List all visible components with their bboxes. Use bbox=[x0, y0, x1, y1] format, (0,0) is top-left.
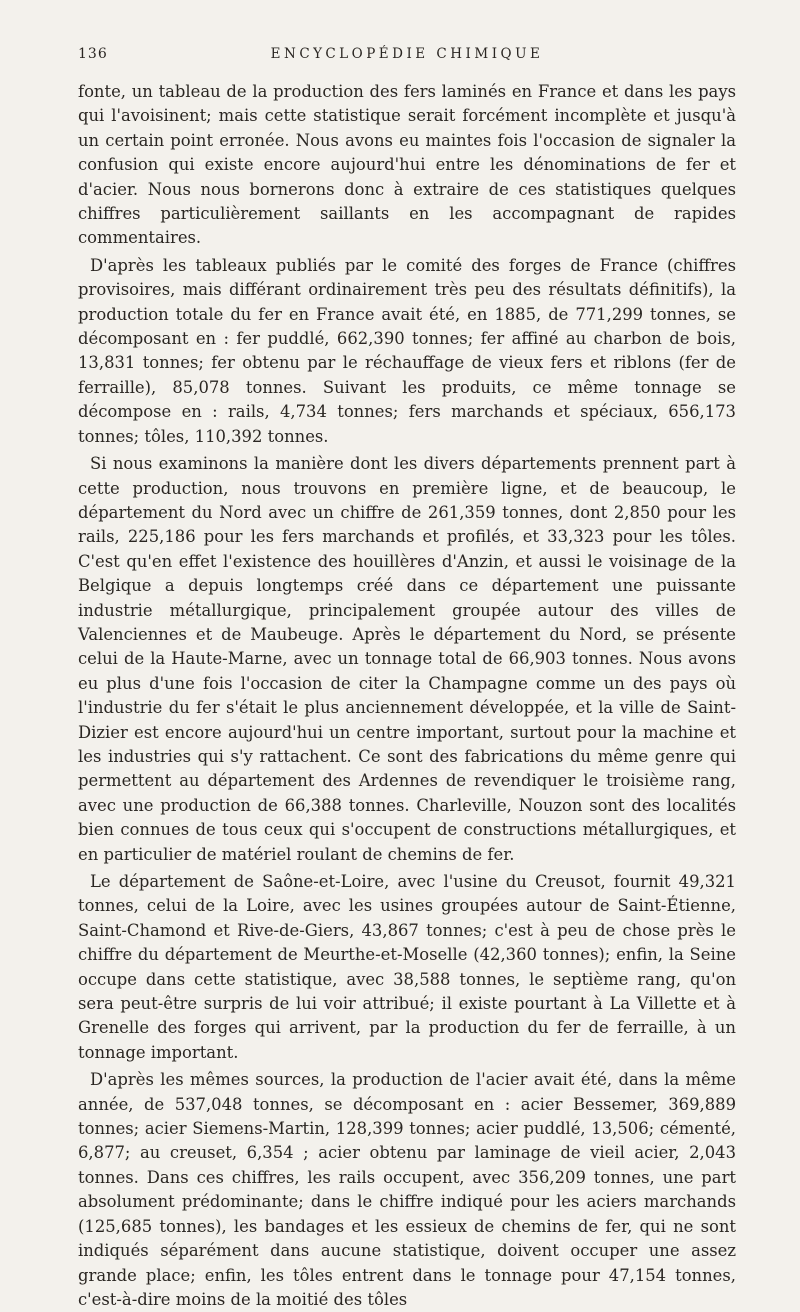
body-text bbox=[78, 80, 736, 1312]
paragraph-iron-production: D'après les tableaux publiés par le comité des forges de France (chiffres provisoires, mais différant ordinairement très peu des résultats définitifs), la production totale du fer en France avait été, en 1885, de 771,299 tonnes, se décomposant en : fer puddlé, 662,390 tonnes; fer affiné au charbon de bois, 13,831 tonnes; fer obtenu par le réchauffage de vieux fers et riblons (fer de ferraille), 85,078 tonnes. Suivant les produits, ce même tonnage se décompose en : rails, 4,734 tonnes; fers marchands et spéciaux, 656,173 tonnes; tôles, 110,392 tonnes. bbox=[78, 255, 736, 446]
page-number: 136 bbox=[78, 46, 108, 62]
running-head bbox=[78, 38, 736, 68]
paragraph-continuation: fonte, un tableau de la production des fers laminés en France et dans les pays qui l'avoisinent; mais cette statistique serait forcément incomplète et jusqu'à un certain point erronée. Nous avons eu maintes fois l'occasion de signaler la confusion qui existe encore aujourd'hui entre les dénominations de fer et d'acier. Nous nous bornerons donc à extraire de ces statistiques quelques chiffres particulièrement saillants en les accompagnant de rapides commentaires. bbox=[78, 82, 736, 248]
paragraph-steel-production: D'après les mêmes sources, la production de l'acier avait été, dans la même année, de 537,048 tonnes, se décomposant en : acier Bessemer, 369,889 tonnes; acier Siemens-Martin, 128,399 tonnes; acier puddlé, 13,506; cémenté, 6,877; au creuset, 6,354 ; acier obtenu par laminage de vieil acier, 2,043 tonnes. Dans ces chiffres, les rails occupent, avec 356,209 tonnes, une part absolument prédominante; dans le chiffre indiqué pour les aciers marchands (125,685 tonnes), les bandages et les essieux de chemins de fer, qui ne sont indiqués séparément dans aucune statistique, doivent occuper une assez grande place; enfin, les tôles entrent dans le tonnage pour 47,154 tonnes, c'est-à-dire moins de la moitié des tôles bbox=[78, 1070, 736, 1309]
running-title: ENCYCLOPÉDIE CHIMIQUE bbox=[270, 46, 544, 62]
paragraph-departments: Si nous examinons la manière dont les divers départements prennent part à cette production, nous trouvons en première ligne, et de beaucoup, le département du Nord avec un chiffre de 261,359 tonnes, dont 2,850 pour les rails, 225,186 pour les fers marchands et profilés, et 33,323 pour les tôles. C'est qu'en effet l'existence des houillères d'Anzin, et aussi le voisinage de la Belgique a depuis longtemps créé dans ce département une puissante industrie métallurgique, principalement groupée autour des villes de Valenciennes et de Maubeuge. Après le département du Nord, se présente celui de la Haute-Marne, avec un tonnage total de 66,903 tonnes. Nous avons eu plus d'une fois l'occasion de citer la Champagne comme un des pays où l'industrie du fer s'était le plus anciennement développée, et la ville de Saint-Dizier est encore aujourd'hui un centre important, surtout pour la machine et les industries qui s'y rattachent. Ce sont des fabrications du même genre qui permettent au département des Ardennes de revendiquer le troisième rang, avec une production de 66,388 tonnes. Charleville, Nouzon sont des localités bien connues de tous ceux qui s'occupent de constructions métallurgiques, et en particulier de matériel roulant de chemins de fer. bbox=[78, 454, 736, 864]
paragraph-saone-et-loire: Le département de Saône-et-Loire, avec l'usine du Creusot, fournit 49,321 tonnes, celui de la Loire, avec les usines groupées autour de Saint-Étienne, Saint-Chamond et Rive-de-Giers, 43,867 tonnes; c'est à peu de chose près le chiffre du département de Meurthe-et-Moselle (42,360 tonnes); enfin, la Seine occupe dans cette statistique, avec 38,588 tonnes, le septième rang, qu'on sera peut-être surpris de lui voir attribué; il existe pourtant à La Villette et à Grenelle des forges qui arrivent, par la production du fer de ferraille, à un tonnage important. bbox=[78, 872, 736, 1062]
